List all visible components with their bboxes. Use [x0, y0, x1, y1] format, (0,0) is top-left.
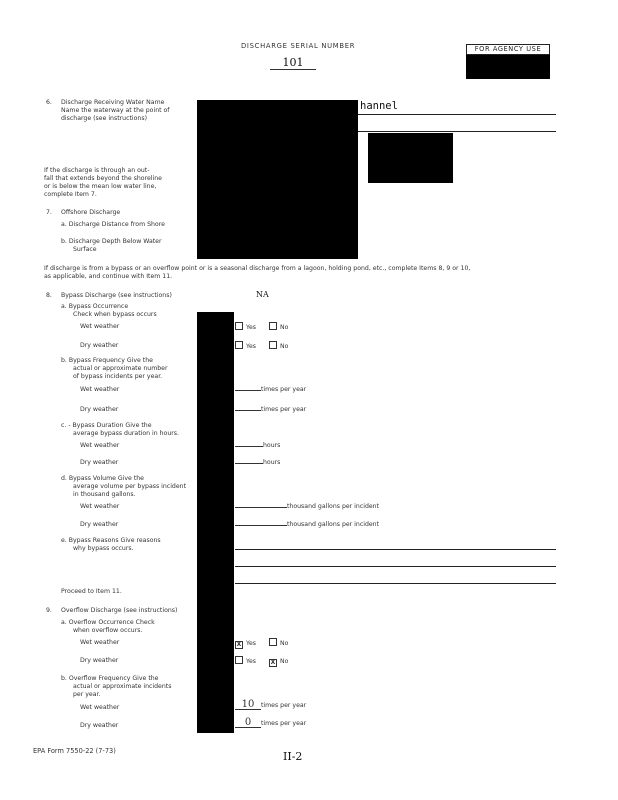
- item8c-title: c. - Bypass Duration Give the: [61, 422, 152, 429]
- item9b-desc-line1: actual or approximate incidents: [73, 683, 172, 690]
- item9-number: 9.: [46, 607, 52, 614]
- item8a-dry-options: [235, 341, 288, 351]
- item9a-dry-no-label: No: [279, 658, 289, 665]
- bypass-reasons-line-2[interactable]: [235, 566, 556, 567]
- redaction-block-upper: [197, 100, 358, 259]
- item9b-title: b. Overflow Frequency Give the: [61, 675, 159, 682]
- item8a-desc: Check when bypass occurs: [73, 311, 157, 318]
- bypass-reasons-line-1[interactable]: [235, 549, 556, 550]
- item8a-dry-yes-checkbox[interactable]: [235, 341, 243, 349]
- redaction-column-lower: [197, 312, 234, 733]
- item7-number: 7.: [46, 209, 52, 216]
- item8a-wet-label: Wet weather: [80, 323, 120, 330]
- item8b-dry-unit: times per year: [261, 406, 307, 413]
- item8d-wet-label: Wet weather: [80, 503, 120, 510]
- item9a-dry-yes-label: Yes: [246, 658, 256, 665]
- item8a-dry-no-checkbox[interactable]: [269, 341, 277, 349]
- item8c-dry-field[interactable]: [235, 459, 280, 467]
- form-id: EPA Form 7550-22 (7-73): [33, 747, 116, 755]
- item6-desc-line1: Name the waterway at the point of: [61, 107, 170, 114]
- item9b-dry-label: Dry weather: [80, 722, 119, 729]
- item6-title: Discharge Receiving Water Name: [61, 99, 165, 106]
- bypass-reasons-line-3[interactable]: [235, 583, 556, 584]
- item7b-label-line1: b. Discharge Depth Below Water: [61, 238, 162, 245]
- item8c-dry-unit: hours: [263, 459, 281, 466]
- item9a-wet-label: Wet weather: [80, 639, 120, 646]
- item8c-wet-field[interactable]: [235, 442, 280, 450]
- outfall-note-line1: If the discharge is through an out-: [44, 167, 150, 174]
- item8b-dry-label: Dry weather: [80, 406, 119, 413]
- item8d-dry-label: Dry weather: [80, 521, 119, 528]
- item8d-desc-line1: average volume per bypass incident: [73, 483, 186, 490]
- item8a-wet-no-checkbox[interactable]: [269, 322, 277, 330]
- serial-number-value: 101: [270, 56, 316, 70]
- item8d-title: d. Bypass Volume Give the: [61, 475, 144, 482]
- agency-use-redaction: [466, 55, 550, 79]
- item9a-dry-label: Dry weather: [80, 657, 119, 664]
- item9a-title: a. Overflow Occurrence Check: [61, 619, 155, 626]
- bypass-note-line1: If discharge is from a bypass or an overflow point or is a seasonal discharge from a lagoon, holding pond, etc., complete Items 8, 9 or 10,: [44, 265, 471, 272]
- redaction-block-small: [368, 133, 453, 183]
- item8-title: Bypass Discharge (see instructions): [61, 292, 172, 299]
- item8b-wet-field[interactable]: [235, 386, 306, 394]
- item8a-wet-no-label: No: [279, 324, 289, 331]
- item8a-dry-label: Dry weather: [80, 342, 119, 349]
- item8a-wet-yes-checkbox[interactable]: [235, 322, 243, 330]
- item8c-wet-unit: hours: [263, 442, 281, 449]
- item8c-dry-label: Dry weather: [80, 459, 119, 466]
- item9a-wet-yes-checkbox[interactable]: X: [236, 641, 242, 648]
- item9a-wet-no-checkbox[interactable]: [269, 638, 277, 646]
- bypass-note-line2: as applicable, and continue with Item 11.: [44, 273, 173, 280]
- item7b-label-line2: Surface: [73, 246, 97, 253]
- item8b-desc-line1: actual or approximate number: [73, 365, 168, 372]
- item8b-desc-line2: of bypass incidents per year.: [73, 373, 163, 380]
- item8d-wet-field[interactable]: [235, 503, 379, 511]
- item8b-title: b. Bypass Frequency Give the: [61, 357, 153, 364]
- item8b-dry-field[interactable]: [235, 406, 306, 414]
- item9b-wet-field[interactable]: [235, 700, 306, 710]
- item9b-wet-label: Wet weather: [80, 704, 120, 711]
- outfall-note-line3: or is below the mean low water line,: [44, 183, 157, 190]
- item8a-wet-yes-label: Yes: [246, 324, 256, 331]
- item8d-dry-unit: thousand gallons per incident: [287, 521, 380, 528]
- item8d-dry-field[interactable]: [235, 521, 379, 529]
- item9a-wet-yes-label: Yes: [246, 640, 256, 647]
- item9a-dry-yes-checkbox[interactable]: [235, 656, 243, 664]
- item7a-label: a. Discharge Distance from Shore: [61, 221, 165, 228]
- item8a-dry-yes-label: Yes: [246, 343, 256, 350]
- agency-use-box: [466, 44, 550, 78]
- item8e-title: e. Bypass Reasons Give reasons: [61, 537, 161, 544]
- page-number: II-2: [283, 750, 303, 763]
- item8a-wet-options: [235, 322, 288, 332]
- outfall-note-line2: fall that extends beyond the shoreline: [44, 175, 162, 182]
- item9-title: Overflow Discharge (see instructions): [61, 607, 178, 614]
- item9b-dry-unit: times per year: [261, 720, 307, 727]
- agency-use-label: FOR AGENCY USE: [466, 44, 550, 55]
- item8a-title: a. Bypass Occurrence: [61, 303, 129, 310]
- item9b-desc-line2: per year.: [73, 691, 101, 698]
- item9b-dry-value: 0: [235, 718, 261, 728]
- item9a-wet-no-label: No: [279, 640, 289, 647]
- item9b-wet-value: 10: [235, 700, 261, 710]
- water-name-line-2: [358, 131, 556, 132]
- item7-title: Offshore Discharge: [61, 209, 121, 216]
- item8-number: 8.: [46, 292, 52, 299]
- item9a-dry-options: [235, 656, 288, 667]
- serial-number-label: DISCHARGE SERIAL NUMBER: [241, 42, 356, 50]
- item8c-desc: average bypass duration in hours.: [73, 430, 179, 437]
- item6-number: 6.: [46, 99, 52, 106]
- item9a-desc: when overflow occurs.: [73, 627, 143, 634]
- item8b-wet-unit: times per year: [261, 386, 307, 393]
- receiving-water-value: hannel: [360, 100, 398, 112]
- item8a-dry-no-label: No: [279, 343, 289, 350]
- item8e-desc: why bypass occurs.: [73, 545, 134, 552]
- water-name-line-1: [358, 114, 556, 115]
- item9b-dry-field[interactable]: [235, 718, 306, 728]
- item8d-wet-unit: thousand gallons per incident: [287, 503, 380, 510]
- item8d-desc-line2: in thousand gallons.: [73, 491, 136, 498]
- outfall-note-line4: complete Item 7.: [44, 191, 97, 198]
- item9a-dry-no-checkbox[interactable]: X: [270, 659, 276, 666]
- item6-desc-line2: discharge (see instructions): [61, 115, 147, 122]
- item8b-wet-label: Wet weather: [80, 386, 120, 393]
- proceed-note: Proceed to Item 11.: [61, 588, 122, 595]
- item9b-wet-unit: times per year: [261, 702, 307, 709]
- item9a-wet-options: [235, 638, 288, 649]
- item8c-wet-label: Wet weather: [80, 442, 120, 449]
- item8-na-mark: NA: [256, 290, 269, 299]
